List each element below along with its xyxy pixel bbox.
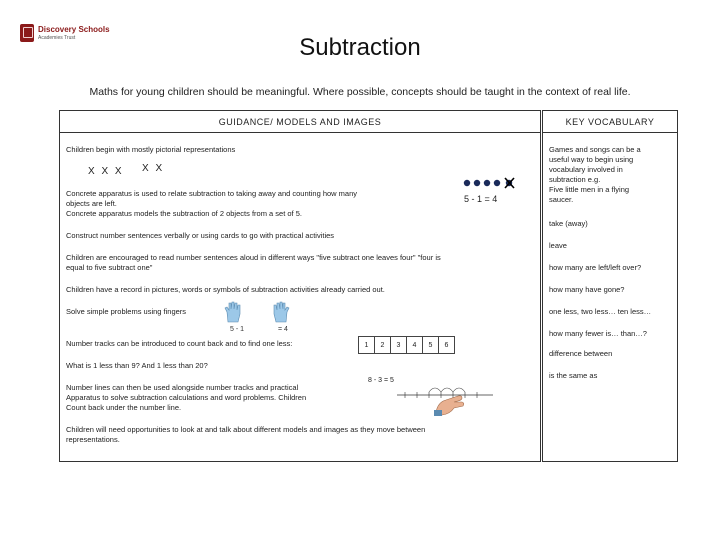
vocab-intro-line: useful way to begin using [549,155,634,164]
hand-icon [222,300,246,324]
text-concrete-3: Concrete apparatus models the subtraction of 2 objects from a set of 5. [66,209,302,218]
track-cell: 2 [375,337,391,353]
text-final-1: Children will need opportunities to look at and talk about different models and images as they move between [66,425,426,434]
guidance-panel [59,110,541,462]
vocab-item: leave [549,241,567,250]
numline-label: 8 - 3 = 5 [368,377,394,384]
vocab-intro-line: vocabulary involved in [549,165,623,174]
track-cell: 5 [423,337,439,353]
track-cell: 3 [391,337,407,353]
intro-text: Maths for young children should be meaningful. Where possible, concepts should be taught in the context of real life. [89,86,631,98]
number-track [358,336,455,354]
vocab-item: how many have gone? [549,285,625,294]
hand-icon [268,300,292,324]
text-readaloud-1: Children are encouraged to read number sentences aloud in different ways "five subtract one leaves four" "four is [66,253,441,262]
vocab-item: is the same as [549,371,598,380]
vocabulary-header: KEY VOCABULARY [565,117,655,127]
counter [474,180,480,186]
counters-image [462,176,522,190]
vocab-item: one less, two less… ten less… [549,307,652,316]
vocabulary-panel [542,110,678,462]
xs-right: X X [142,163,165,174]
text-numlines-1: Number lines can then be used alongside number tracks and practical [66,383,299,392]
hand-right-label: = 4 [278,326,288,333]
vocab-intro-line: Games and songs can be a [549,145,641,154]
text-question: What is 1 less than 9? And 1 less than 20? [66,361,208,370]
vocab-item: take (away) [549,219,588,228]
logo-subtitle: Academies Trust [38,35,76,41]
text-final-2: representations. [66,435,120,444]
text-sentences: Construct number sentences verbally or using cards to go with practical activities [66,231,335,240]
text-numlines-2: Apparatus to solve subtraction calculations and word problems. Children [66,393,307,402]
xs-left: X X X [88,166,124,177]
page-title: Subtraction [299,34,421,61]
text-fingers: Solve simple problems using fingers [66,307,187,316]
track-cell: 4 [407,337,423,353]
vocab-item: how many fewer is… than…? [549,329,647,338]
track-cell: 6 [444,341,449,349]
counting-hand-icon [432,388,468,418]
vocab-intro-line: Five little men in a flying [549,185,630,194]
text-readaloud-2: equal to five subtract one" [66,263,153,272]
vocab-intro-line: subtraction e.g. [549,175,601,184]
text-pictorial: Children begin with mostly pictorial representations [66,145,236,154]
text-record: Children have a record in pictures, words or symbols of subtraction activities already carried out. [66,285,385,294]
text-numlines-3: Count back under the number line. [66,403,182,412]
counter [464,180,470,186]
vocab-intro-line: saucer. [549,195,574,204]
track-cell: 1 [359,337,375,353]
text-concrete-1: Concrete apparatus is used to relate subtraction to taking away and counting how many [66,189,358,198]
text-concrete-2: objects are left. [66,199,117,208]
text-tracks: Number tracks can be introduced to count back and to find one less: [66,339,293,348]
equation-label: 5 - 1 = 4 [464,194,498,204]
logo-name: Discovery Schools [38,25,110,34]
hand-left-label: 5 - 1 [230,326,245,333]
vocab-item: difference between [549,349,613,358]
vocab-item: how many are left/left over? [549,263,642,272]
guidance-header: GUIDANCE/ MODELS AND IMAGES [218,117,382,127]
counter [484,180,490,186]
counter [494,180,500,186]
